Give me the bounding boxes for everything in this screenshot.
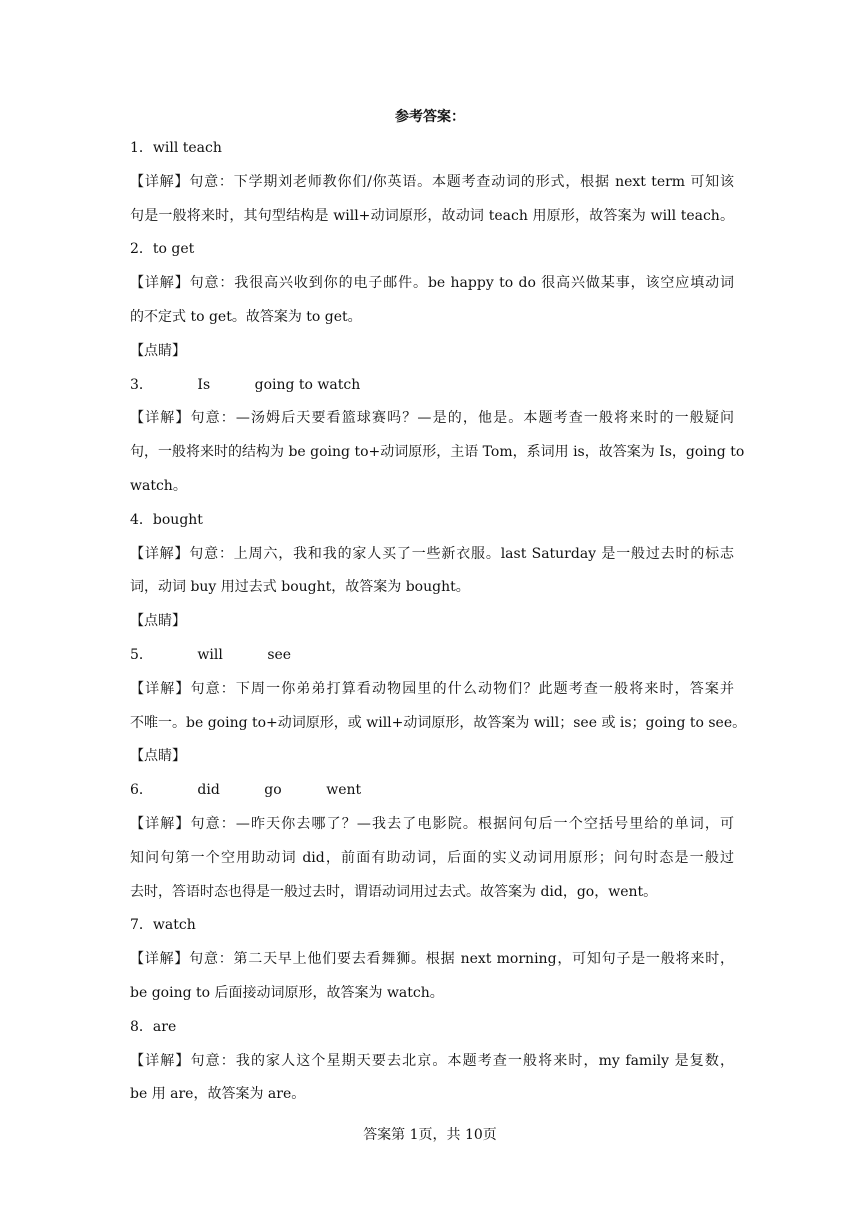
- question-answer-line: 1．will teach: [130, 140, 222, 156]
- explanation-line: 句是一般将来时，其句型结构是 will+动词原形，故动词 teach 用原形，故答案为 will teach。: [130, 207, 734, 224]
- explanation-line: 知问句第一个空用助动词 did，前面有助动词，后面的实义动词用原形；问句时态是一般过: [130, 849, 734, 866]
- question-answer-line: 3． Is going to watch: [130, 376, 361, 393]
- explanation-line: be 用 are，故答案为 are。: [130, 1086, 306, 1103]
- question-answer-line: 2．to get: [130, 241, 195, 258]
- explanation-line: 【详解】句意：下周一你弟弟打算看动物园里的什么动物们？此题考查一般将来时，答案并: [130, 680, 734, 697]
- question-answer-line: 8．are: [130, 1018, 177, 1035]
- explanation-line: 【详解】句意：我很高兴收到你的电子邮件。be happy to do 很高兴做某事，该空应填动词: [130, 275, 734, 292]
- question-answer-line: 4．bought: [130, 511, 203, 528]
- explanation-line: 去时，答语时态也得是一般过去时，谓语动词用过去式。故答案为 did，go，went。: [130, 883, 658, 900]
- answer-content: [130, 132, 747, 1112]
- question-answer-line: 7．watch: [130, 917, 196, 934]
- explanation-line: 的不定式 to get。故答案为 to get。: [130, 308, 362, 325]
- explanation-line: be going to 后面接动词原形，故答案为 watch。: [130, 984, 444, 1001]
- explanation-line: 【点睛】: [130, 342, 186, 359]
- explanation-line: 【详解】句意：我的家人这个星期天要去北京。本题考查一般将来时，my family 是复数，: [130, 1052, 734, 1069]
- explanation-line: 【详解】句意：—汤姆后天要看篮球赛吗？—是的，他是。本题考查一般将来时的一般疑问: [130, 410, 734, 427]
- explanation-line: 句，一般将来时的结构为 be going to+动词原形，主语 Tom，系词用 is，故答案为 Is，going to: [130, 444, 745, 461]
- explanation-line: 【点睛】: [130, 613, 186, 630]
- explanation-line: 不唯一。be going to+动词原形，或 will+动词原形，故答案为 will；see 或 is；going to see。: [130, 714, 747, 731]
- explanation-line: 【点睛】: [130, 748, 186, 765]
- page-footer: 答案第 1页，共 10页: [363, 1127, 497, 1143]
- explanation-line: 【详解】句意：—昨天你去哪了？—我去了电影院。根据问句后一个空括号里给的单词，可: [130, 815, 734, 832]
- explanation-line: watch。: [130, 477, 187, 494]
- explanation-line: 【详解】句意：第二天早上他们要去看舞狮。根据 next morning，可知句子是一般将来时，: [130, 951, 734, 968]
- explanation-line: 【详解】句意：下学期刘老师教你们/你英语。本题考查动词的形式，根据 next term 可知该: [130, 173, 734, 190]
- page-title: 参考答案：: [395, 109, 465, 125]
- question-answer-line: 6． did go went: [130, 782, 362, 799]
- explanation-line: 词，动词 buy 用过去式 bought，故答案为 bought。: [130, 579, 470, 596]
- explanation-line: 【详解】句意：上周六，我和我的家人买了一些新衣服。last Saturday 是一般过去时的标志: [130, 545, 734, 562]
- question-answer-line: 5． will see: [130, 646, 292, 663]
